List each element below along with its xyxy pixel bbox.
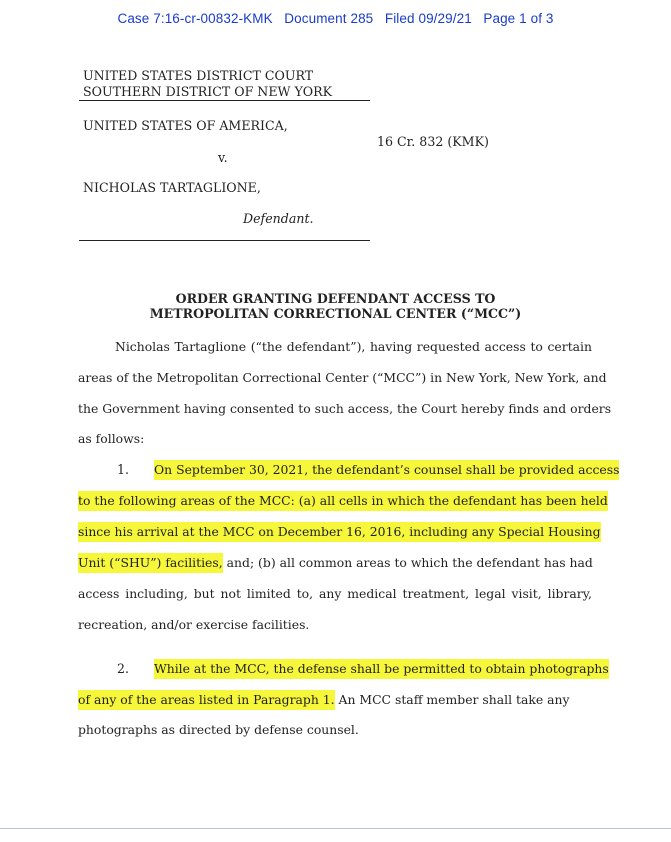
order-title-line1: ORDER GRANTING DEFENDANT ACCESS TO [175, 291, 496, 306]
para2-line-1-highlight: While at the MCC, the defense shall be permitted to obtain photographs [154, 659, 609, 679]
court-district: SOUTHERN DISTRICT OF NEW YORK [83, 84, 332, 99]
page-bottom-edge [0, 828, 671, 829]
para1-line-1-highlight: On September 30, 2021, the defendant’s counsel shall be provided access [154, 460, 619, 480]
versus: v. [218, 150, 228, 165]
intro-line-4: as follows: [78, 431, 145, 446]
para2-line-1 [154, 661, 609, 676]
para2-line-2-rest: An MCC staff member shall take any [334, 692, 570, 707]
intro-line-3: the Government having consented to such access, the Court hereby finds and orders [78, 401, 612, 416]
para1-line-5: access including, but not limited to, any medical treatment, legal visit, library, [78, 586, 592, 601]
para2-line-2 [78, 692, 592, 707]
para1-line-3-highlight: since his arrival at the MCC on December 16, 2016, including any Special Housing [78, 522, 601, 542]
para1-line-2-highlight: to the following areas of the MCC: (a) all cells in which the defendant has been held [78, 491, 608, 511]
defendant-name: NICHOLAS TARTAGLIONE, [83, 180, 261, 195]
caption-bottom-rule [79, 240, 370, 241]
filing-header: Case 7:16-cr-00832-KMK Document 285 Filed 09/29/21 Page 1 of 3 [117, 11, 554, 26]
para2-line-3: photographs as directed by defense counsel. [78, 722, 359, 737]
case-number: 16 Cr. 832 (KMK) [377, 134, 489, 149]
para1-line-3 [78, 524, 601, 539]
para1-line-4 [78, 555, 592, 570]
para1-line-6: recreation, and/or exercise facilities. [78, 617, 310, 632]
para2-line-2-highlight: of any of the areas listed in Paragraph 1. [78, 690, 335, 710]
intro-line-2: areas of the Metropolitan Correctional Center (“MCC”) in New York, New York, and [78, 370, 607, 385]
caption-top-rule [79, 100, 370, 101]
para1-line-4-rest: and; (b) all common areas to which the defendant has had [222, 555, 593, 570]
para2-number: 2. [117, 661, 130, 676]
plaintiff-name: UNITED STATES OF AMERICA, [83, 118, 288, 133]
order-title-line2: METROPOLITAN CORRECTIONAL CENTER (“MCC”) [149, 306, 522, 321]
court-name: UNITED STATES DISTRICT COURT [83, 68, 314, 83]
para1-line-1 [154, 462, 620, 477]
para1-number: 1. [117, 462, 130, 477]
intro-line-1: Nicholas Tartaglione (“the defendant”), having requested access to certain [115, 339, 592, 354]
defendant-role: Defendant. [243, 211, 314, 226]
para1-line-2 [78, 493, 608, 508]
para1-line-4-highlight: Unit (“SHU”) facilities, [78, 553, 223, 573]
